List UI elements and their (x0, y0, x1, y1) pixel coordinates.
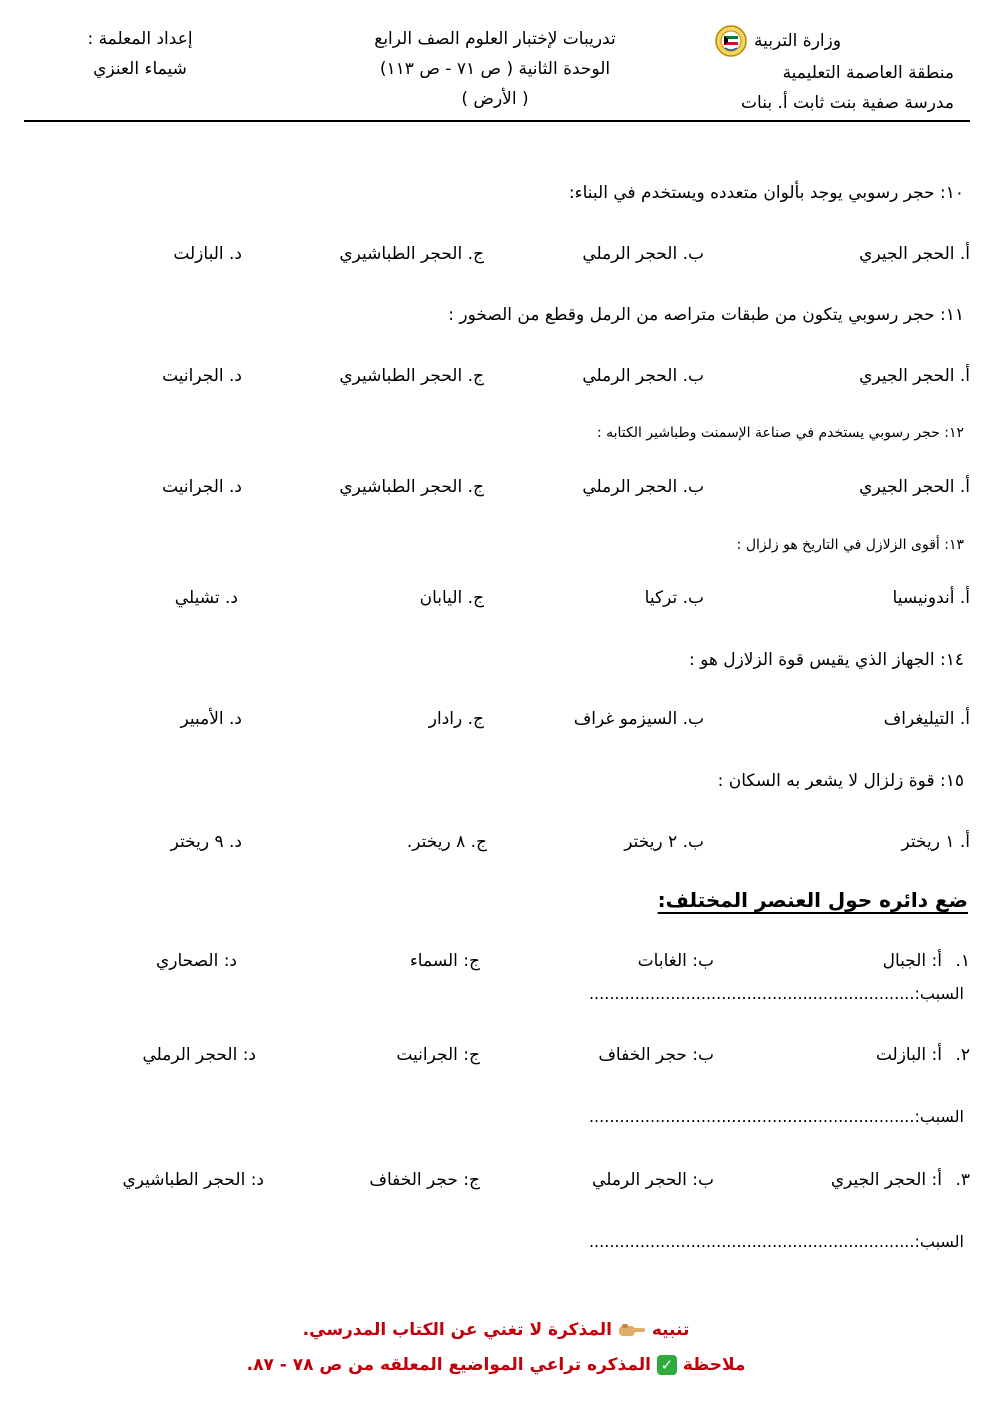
question-15: ١٥: قوة زلزال لا يشعر به السكان : (717, 771, 964, 791)
ministry-name: وزارة التربية (754, 31, 842, 51)
odd3-option-a: أ: الحجر الجيري (830, 1170, 942, 1190)
ministry-line (714, 24, 954, 58)
odd3-option-c: ج: حجر الخفاف (369, 1170, 480, 1190)
odd1-number: ١. (955, 951, 970, 971)
odd3-option-b: ب: الحجر الرملي (592, 1170, 714, 1190)
odd2-reason-line[interactable]: السبب:................................................................ (588, 1107, 964, 1126)
section-title-odd-one-out: ضع دائره حول العنصر المختلف: (657, 888, 968, 912)
header-title-block (330, 24, 660, 114)
q13-option-c: ج. اليابان (419, 588, 484, 608)
question-10: ١٠: حجر رسوبي يوجد بألوان متعدده ويستخدم في البناء: (568, 183, 964, 203)
exam-title: تدريبات لإختبار العلوم الصف الرابع (374, 29, 616, 49)
odd1-option-c: ج: السماء (409, 951, 480, 971)
warning-label: تنبيه (651, 1320, 690, 1340)
q11-option-a: أ. الحجر الجيري (859, 366, 970, 386)
district-name: منطقة العاصمة التعليمية (782, 63, 954, 83)
question-12: ١٢: حجر رسوبي يستخدم في صناعة الإسمنت وطباشير الكتابه : (596, 425, 964, 441)
q11-option-b: ب. الحجر الرملي (582, 366, 704, 386)
q10-option-b: ب. الحجر الرملي (582, 244, 704, 264)
kuwait-emblem-icon (714, 24, 748, 58)
topic-line: ( الأرض ) (461, 89, 529, 109)
q12-option-d: د. الجرانيت (162, 477, 242, 497)
header-divider (24, 120, 970, 122)
q15-option-c: ج. ٨ ريختر. (406, 832, 487, 852)
q13-option-d: د. تشيلي (174, 588, 238, 608)
odd1-reason-line[interactable]: السبب:................................................................ (588, 984, 964, 1003)
q14-option-b: ب. السيزمو غراف (573, 709, 704, 729)
header-school-block (714, 24, 954, 118)
q12-option-b: ب. الحجر الرملي (582, 477, 704, 497)
q11-option-c: ج. الحجر الطباشيري (339, 366, 484, 386)
q15-option-b: ب. ٢ ريختر (624, 832, 704, 852)
q12-option-a: أ. الحجر الجيري (859, 477, 970, 497)
q14-option-d: د. الأمبير (180, 709, 242, 729)
question-13: ١٣: أقوى الزلازل في التاريخ هو زلزال : (736, 537, 964, 553)
odd1-option-a: أ: الجبال (882, 951, 942, 971)
q15-option-d: د. ٩ ريختر (170, 832, 242, 852)
odd3-reason-line[interactable]: السبب:................................................................ (588, 1232, 964, 1251)
question-14: ١٤: الجهاز الذي يقيس قوة الزلازل هو : (688, 650, 964, 670)
school-name: مدرسة صفية بنت ثابت أ. بنات (741, 93, 954, 113)
q13-option-b: ب. تركيا (644, 588, 704, 608)
q13-option-a: أ. أندونيسيا (892, 588, 970, 608)
checkmark-icon: ✓ (657, 1355, 677, 1375)
odd2-option-b: ب: حجر الخفاف (598, 1045, 714, 1065)
odd3-option-d: د: الحجر الطباشيري (122, 1170, 264, 1190)
odd2-number: ٢. (955, 1045, 970, 1065)
odd3-number: ٣. (955, 1170, 970, 1190)
q10-option-d: د. البازلت (173, 244, 242, 264)
note-text: المذكره تراعي المواضيع المعلقه من ص ٧٨ - ٨٧. (246, 1355, 651, 1375)
note-label: ملاحظة (682, 1355, 746, 1375)
teacher-label: إعداد المعلمة : (87, 29, 193, 49)
q15-option-a: أ. ١ ريختر (901, 832, 970, 852)
q12-option-c: ج. الحجر الطباشيري (339, 477, 484, 497)
q11-option-d: د. الجرانيت (162, 366, 242, 386)
odd1-option-d: د: الصحاري (155, 951, 237, 971)
warning-text: المذكرة لا تغني عن الكتاب المدرسي. (302, 1320, 612, 1340)
warning-notice (0, 1320, 992, 1340)
q10-option-c: ج. الحجر الطباشيري (339, 244, 484, 264)
unit-line: الوحدة الثانية ( ص ٧١ - ص ١١٣) (379, 59, 611, 79)
pointing-hand-icon (618, 1322, 646, 1338)
teacher-name: شيماء العنزي (93, 59, 187, 79)
odd1-option-b: ب: الغابات (637, 951, 714, 971)
odd2-option-a: أ: البازلت (875, 1045, 942, 1065)
odd2-option-d: د: الحجر الرملي (142, 1045, 256, 1065)
q14-option-c: ج. رادار (428, 709, 484, 729)
header-teacher-block (70, 24, 210, 84)
note-notice (0, 1355, 992, 1375)
odd2-option-c: ج: الجرانيت (396, 1045, 480, 1065)
q14-option-a: أ. التيليغراف (883, 709, 970, 729)
question-11: ١١: حجر رسوبي يتكون من طبقات متراصه من الرمل وقطع من الصخور : (448, 305, 964, 325)
q10-option-a: أ. الحجر الجيري (859, 244, 970, 264)
